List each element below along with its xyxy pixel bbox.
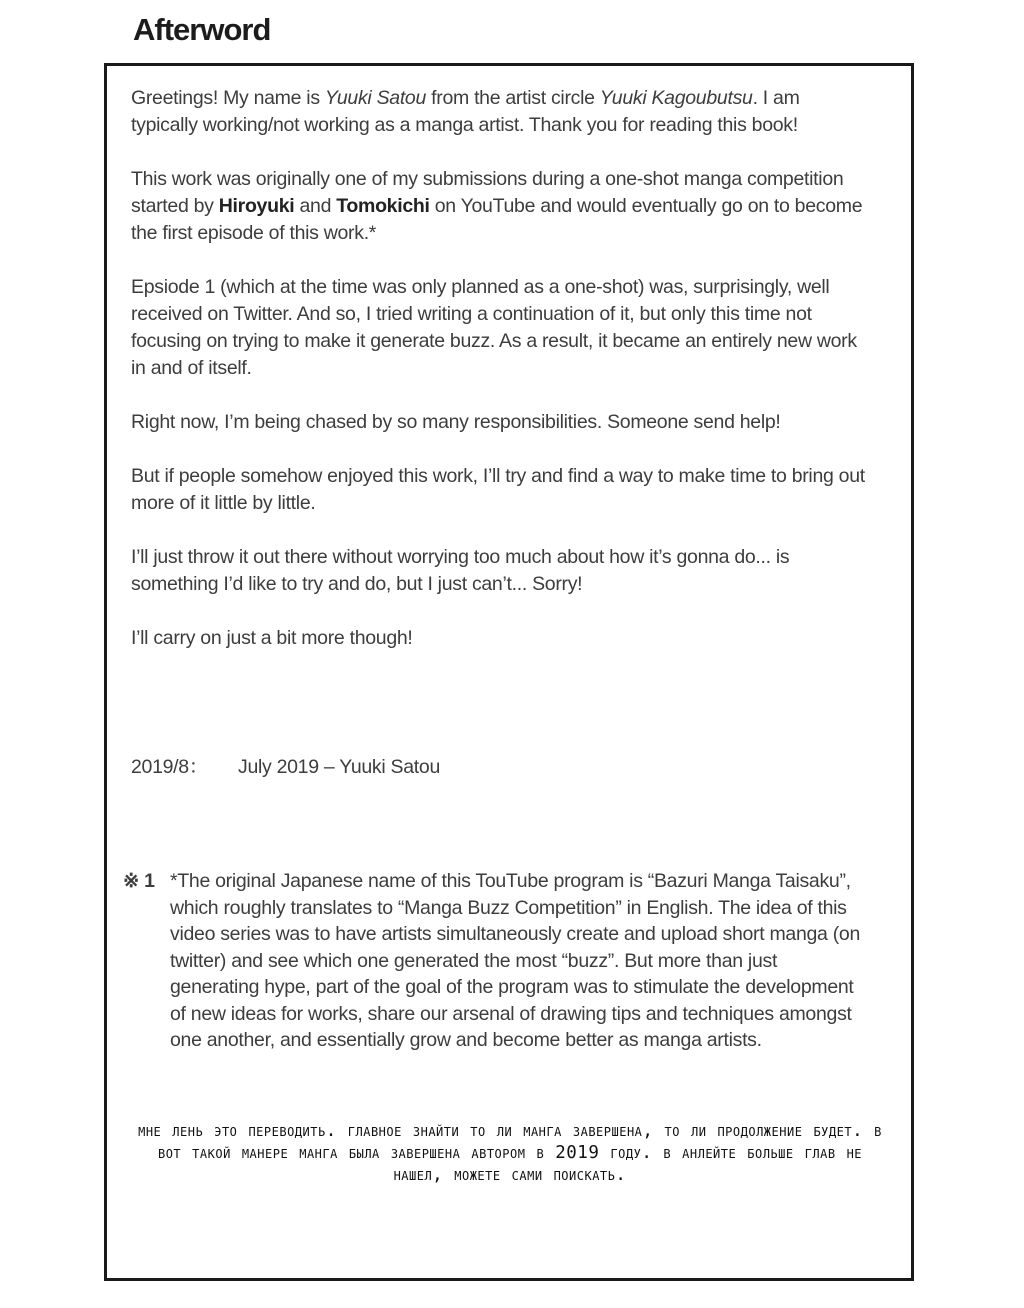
paragraph-origin [131,166,866,247]
paragraph-responsibilities: Right now, I’m being chased by so many responsibilities. Someone send help! [131,411,781,433]
signoff-line: July 2019 – Yuuki Satou [238,756,440,778]
author-name: Yuuki Satou [324,87,427,109]
translator-note: мне лень это переводить. главное знайти то ли манга завершена, то ли продолжение будет. в вот такой манере манга была завершена автором в 2019 году. в анлейте больше глав не нашел, можете сами поискать. [138,1121,882,1185]
paragraph-greeting [131,85,866,139]
afterword-body [131,85,866,679]
paragraph-episode1: Epsiode 1 (which at the time was only planned as a one-shot) was, surprisingly, well received on Twitter. And so, I tried writing a continuation of it, but only this time not focusing on trying to make it generate buzz. As a result, it became an entirely new work in and of itself. [131,276,857,379]
greeting-text: Greetings! My name is [131,87,325,109]
origin-text-a: This work was originally one of my submissions during a one-shot manga competition started by [131,168,844,217]
paragraph-more-work: But if people somehow enjoyed this work, I’ll try and find a way to make time to bring out more of it little by little. [131,465,865,514]
footnote-marker: ※ 1 [123,870,155,892]
page-title: Afterword [133,12,271,47]
circle-name: Yuuki Kagoubutsu [599,87,753,109]
footnote-text: *The original Japanese name of this TouTube program is “Bazuri Manga Taisaku”, which roughly translates to “Manga Buzz Competition” in English. The idea of this video series was to have artists simultaneously create and upload short manga (on twitter) and see which one generated the most “buzz”. But more than just generating hype, part of the goal of the program was to stimulate the development of new ideas for works, share our arsenal of drawing tips and techniques amongst one another, and essentially grow and become better as manga artists. [170,870,861,1051]
greeting-rest: . I am typically working/not working as a manga artist. Thank you for reading this book! [131,87,800,136]
footnote [123,868,863,1054]
signoff-date-code: 2019/8： [131,756,209,778]
host-name-1: Hiroyuki [218,195,295,217]
origin-text-b: on YouTube and would eventually go on to become the first episode of this work.* [131,195,863,244]
paragraph-carry-on: I’ll carry on just a bit more though! [131,627,413,649]
paragraph-throw-out: I’ll just throw it out there without worrying too much about how it’s gonna do... is something I’d like to try and do, but I just can’t... Sorry! [131,546,790,595]
host-name-2: Tomokichi [336,195,430,217]
origin-and: and [294,195,337,217]
signoff [131,751,440,779]
from-circle-text: from the artist circle [426,87,600,109]
